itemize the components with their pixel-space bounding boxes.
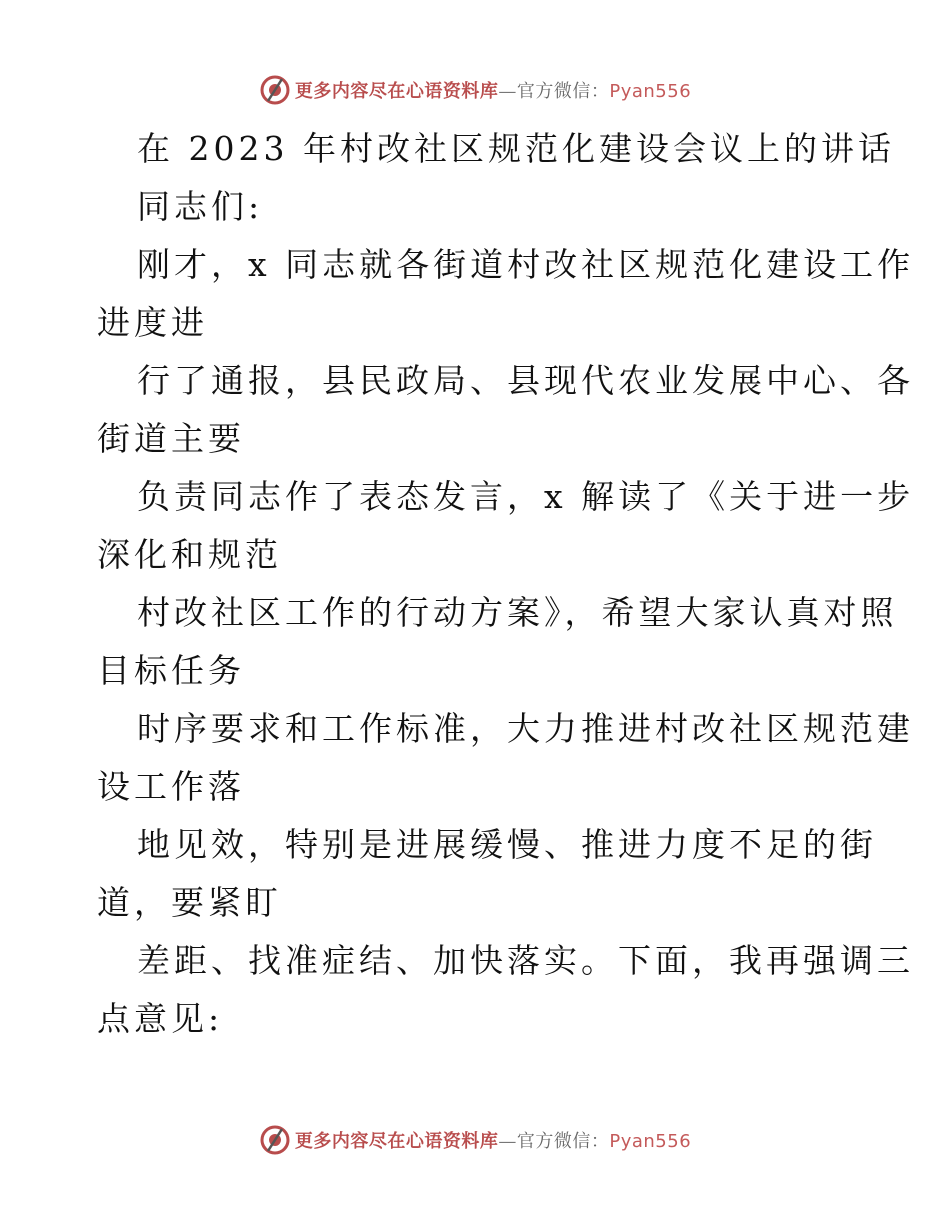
footer-watermark-banner xyxy=(0,1120,950,1160)
paragraph-line: 地见效，特别是进展缓慢、推进力度不足的街 xyxy=(137,825,877,864)
paragraph-line: 村改社区工作的行动方案》，希望大家认真对照 xyxy=(137,593,898,632)
brand-logo-icon xyxy=(259,74,291,106)
paragraph-line: 道，要紧盯 xyxy=(97,883,282,922)
brand-logo-icon xyxy=(259,1124,291,1156)
watermark-text: 更多内容尽在心语资料库—官方微信：Pyan556 xyxy=(294,81,692,102)
paragraph-line: 差距、找准症结、加快落实。下面，我再强调三 xyxy=(137,941,914,980)
paragraph-line: 负责同志作了表态发言，x 解读了《关于进一步 xyxy=(137,477,915,516)
paragraph-line: 深化和规范 xyxy=(97,535,282,574)
paragraph-line: 目标任务 xyxy=(97,651,245,690)
document-body xyxy=(97,120,915,1048)
paragraph-line: 街道主要 xyxy=(97,419,245,458)
watermark-text: 更多内容尽在心语资料库—官方微信：Pyan556 xyxy=(294,1131,692,1152)
paragraph-line: 设工作落 xyxy=(97,767,245,806)
paragraph-line: 点意见: xyxy=(97,999,224,1038)
header-watermark-banner xyxy=(0,70,950,110)
paragraph-line: 行了通报，县民政局、县现代农业发展中心、各 xyxy=(137,361,914,400)
paragraph-line: 时序要求和工作标准，大力推进村改社区规范建 xyxy=(137,709,914,748)
paragraph-line: 刚才，x 同志就各街道村改社区规范化建设工作 xyxy=(137,245,915,284)
paragraph-line: 进度进 xyxy=(97,303,208,342)
salutation: 同志们: xyxy=(137,187,264,226)
document-title: 在 2023 年村改社区规范化建设会议上的讲话 xyxy=(137,129,895,168)
